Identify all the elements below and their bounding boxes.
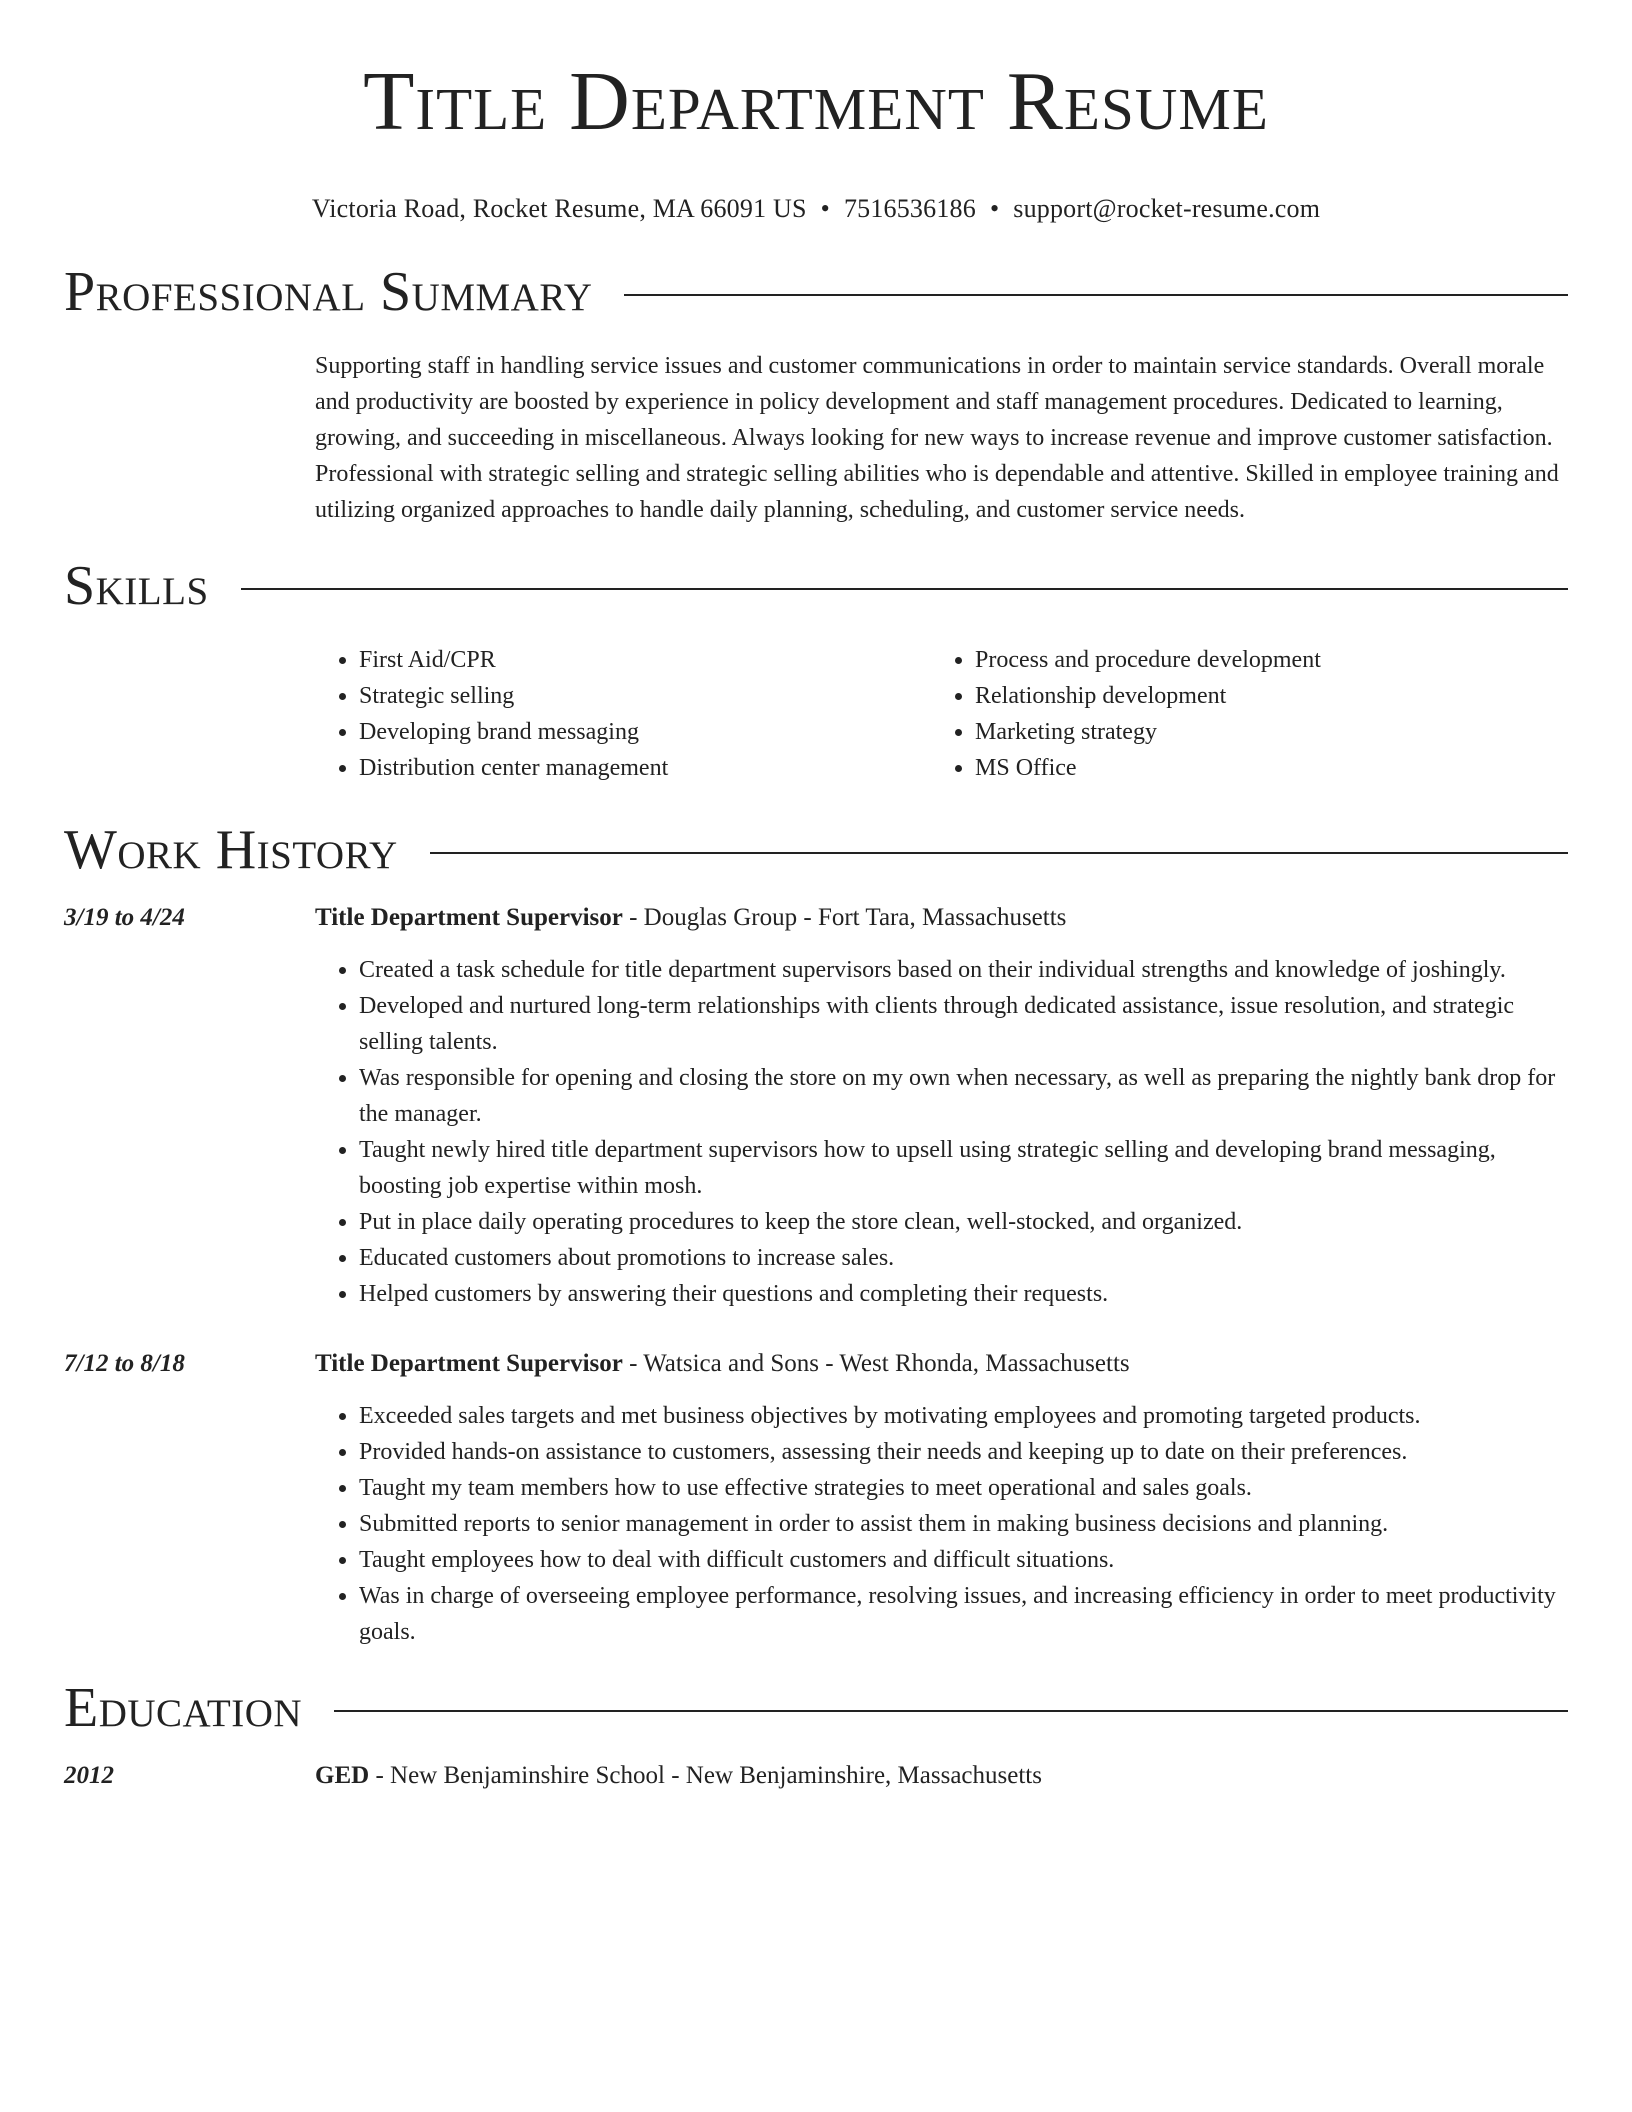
education-year: 2012: [64, 1762, 114, 1789]
skills-list: [315, 642, 1568, 786]
job-bullet: • Educated customers about promotions to increase sales.: [359, 1240, 1568, 1276]
job-bullet: • Taught employees how to deal with difficult customers and difficult situations.: [359, 1542, 1568, 1578]
job-bullet: • Was responsible for opening and closing the store on my own when necessary, as well as preparing the nightly bank drop for the manager.: [359, 1060, 1568, 1132]
section-divider: [334, 1710, 1568, 1712]
job-detail: [315, 1346, 1568, 1650]
contact-line: [64, 194, 1568, 224]
job-dates: 3/19 to 4/24: [64, 904, 185, 931]
section-divider: [624, 294, 1568, 296]
skill-item: • First Aid/CPR: [359, 642, 931, 678]
contact-separator: •: [820, 194, 830, 223]
job-bullet: • Taught newly hired title department supervisors how to upsell using strategic selling and developing brand messaging, boosting job expertise within mosh.: [359, 1132, 1568, 1204]
summary-section-header: [64, 261, 1568, 323]
skill-item: • Strategic selling: [359, 678, 931, 714]
job-bullets: [315, 952, 1568, 1312]
skill-item: • Developing brand messaging: [359, 714, 931, 750]
job-title: Title Department Supervisor: [315, 904, 623, 931]
skill-item: • Marketing strategy: [975, 714, 1547, 750]
education-degree: GED: [315, 1762, 370, 1789]
job-entry: [64, 1346, 1568, 1650]
job-headline: [315, 1346, 1568, 1382]
section-divider: [241, 588, 1568, 590]
job-bullet: • Helped customers by answering their questions and completing their requests.: [359, 1276, 1568, 1312]
job-bullet: • Exceeded sales targets and met business objectives by motivating employees and promoting targeted products.: [359, 1398, 1568, 1434]
summary-text: Supporting staff in handling service issues and customer communications in order to maintain service standards. Overall morale and productivity are boosted by experience in policy development and staff management procedures. Dedicated to learning, growing, and succeeding in miscellaneous. Always looking for new ways to increase revenue and improve customer satisfaction. Professional with strategic selling and strategic selling abilities who is dependable and attentive. Skilled in employee training and utilizing organized approaches to handle daily planning, scheduling, and customer service needs.: [315, 353, 1559, 523]
job-detail: [315, 900, 1568, 1312]
job-employer: - Douglas Group - Fort Tara, Massachusetts: [622, 904, 1067, 931]
job-bullets: [315, 1398, 1568, 1650]
job-entry: [64, 900, 1568, 1312]
job-dates: 7/12 to 8/18: [64, 1350, 185, 1377]
education-school: - New Benjaminshire School - New Benjaminshire, Massachusetts: [369, 1762, 1042, 1789]
summary-heading: Professional Summary: [64, 261, 593, 323]
skill-item: • Process and procedure development: [975, 642, 1547, 678]
contact-address: Victoria Road, Rocket Resume, MA 66091 US: [311, 194, 807, 223]
contact-email: support@rocket-resume.com: [1013, 194, 1321, 223]
skills-heading: Skills: [64, 555, 209, 617]
job-bullet: • Put in place daily operating procedures to keep the store clean, well-stocked, and organized.: [359, 1204, 1568, 1240]
education-entry: [64, 1758, 1568, 1794]
job-headline: [315, 900, 1568, 936]
job-bullet: • Submitted reports to senior management in order to assist them in making business decisions and planning.: [359, 1506, 1568, 1542]
skill-item: • Relationship development: [975, 678, 1547, 714]
skills-section-header: [64, 555, 1568, 617]
job-title: Title Department Supervisor: [315, 1350, 623, 1377]
education-heading: Education: [64, 1677, 303, 1739]
job-bullet: • Taught my team members how to use effective strategies to meet operational and sales goals.: [359, 1470, 1568, 1506]
job-bullet: • Created a task schedule for title department supervisors based on their individual strengths and knowledge of joshingly.: [359, 952, 1568, 988]
contact-separator: •: [989, 194, 1000, 223]
job-bullet: • Developed and nurtured long-term relationships with clients through dedicated assistance, issue resolution, and strategic selling talents.: [359, 988, 1568, 1060]
section-divider: [430, 852, 1568, 854]
work-heading: Work History: [64, 819, 398, 881]
education-detail: [315, 1758, 1568, 1794]
job-bullet: • Was in charge of overseeing employee performance, resolving issues, and increasing efficiency in order to meet productivity goals.: [359, 1578, 1568, 1650]
skill-item: • MS Office: [975, 750, 1547, 786]
education-section-header: [64, 1677, 1568, 1739]
contact-phone: 7516536186: [843, 194, 976, 223]
education-headline: [315, 1758, 1568, 1794]
job-bullet: • Provided hands-on assistance to customers, assessing their needs and keeping up to date on their preferences.: [359, 1434, 1568, 1470]
skills-column-left: [315, 642, 931, 786]
skills-column-right: [931, 642, 1547, 786]
resume-title: Title Department Resume: [363, 55, 1269, 148]
job-employer: - Watsica and Sons - West Rhonda, Massachusetts: [622, 1350, 1130, 1377]
skill-item: • Distribution center management: [359, 750, 931, 786]
work-section-header: [64, 819, 1568, 881]
